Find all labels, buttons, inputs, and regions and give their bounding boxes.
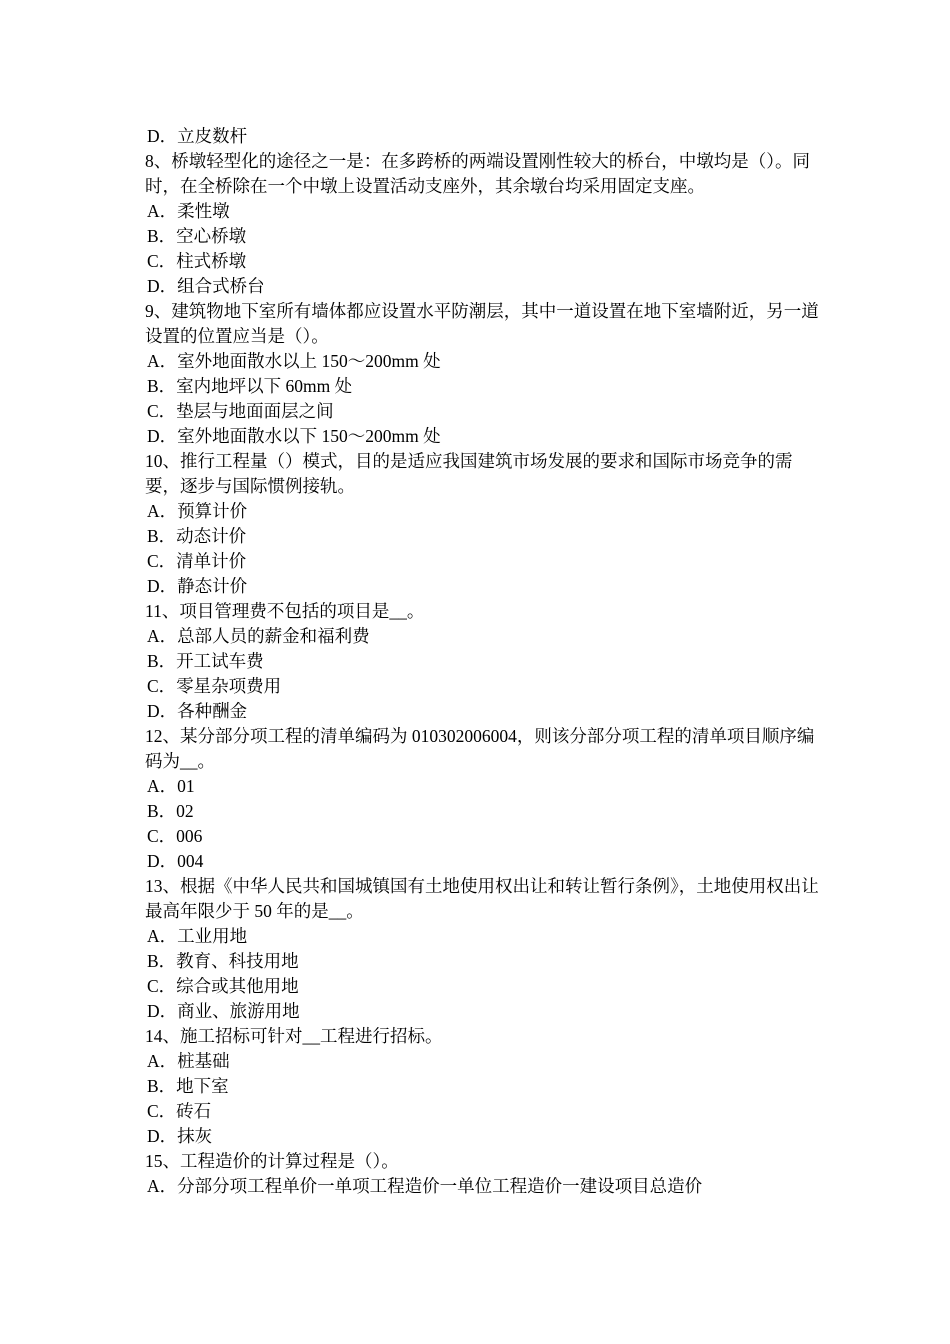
option-line: A．工业用地 [147,926,248,946]
question-stem: 10、推行工程量（）模式，目的是适应我国建筑市场发展的要求和国际市场竞争的需要，逐步与国际惯例接轨。 [145,451,793,496]
option-line: D．抹灰 [147,1126,213,1146]
option-line: A．预算计价 [147,501,248,521]
question-stem: 14、施工招标可针对__工程进行招标。 [145,1026,443,1046]
option-line: B．空心桥墩 [147,226,247,246]
option-line: C．柱式桥墩 [147,251,247,271]
option-line: C．综合或其他用地 [147,976,299,996]
question-list [145,124,825,1199]
option-line: C．零星杂项费用 [147,676,282,696]
option-line: B．动态计价 [147,526,247,546]
option-line: D．静态计价 [147,576,248,596]
option-line: A．柔性墩 [147,201,230,221]
option-line: A．总部人员的薪金和福利费 [147,626,370,646]
option-line: D．004 [147,851,204,871]
question-stem: 15、工程造价的计算过程是（）。 [145,1151,399,1171]
option-line: D．组合式桥台 [147,276,265,296]
option-line: B．室内地坪以下 60mm 处 [147,376,353,396]
option-line: A．分部分项工程单价一单项工程造价一单位工程造价一建设项目总造价 [147,1176,703,1196]
option-line: C．006 [147,826,203,846]
option-line: C．清单计价 [147,551,247,571]
option-line: A．室外地面散水以上 150～200mm 处 [147,351,441,371]
question-stem: 9、建筑物地下室所有墙体都应设置水平防潮层，其中一道设置在地下室墙附近，另一道设置的位置应当是（）。 [145,301,819,346]
option-line: A．桩基础 [147,1051,230,1071]
option-line: B．地下室 [147,1076,229,1096]
option-line: B．开工试车费 [147,651,264,671]
question-stem: 12、某分部分项工程的清单编码为 010302006004，则该分部分项工程的清单项目顺序编码为__。 [145,726,815,771]
option-line: D．室外地面散水以下 150～200mm 处 [147,426,441,446]
option-line: C．垫层与地面面层之间 [147,401,334,421]
question-stem: 8、桥墩轻型化的途径之一是：在多跨桥的两端设置刚性较大的桥台，中墩均是（）。同时，在全桥除在一个中墩上设置活动支座外，其余墩台均采用固定支座。 [145,151,810,196]
question-stem: 13、根据《中华人民共和国城镇国有土地使用权出让和转让暂行条例》，土地使用权出让最高年限少于 50 年的是__。 [145,876,819,921]
option-line: D．各种酬金 [147,701,248,721]
option-line: B．02 [147,801,194,821]
question-stem: 11、项目管理费不包括的项目是__。 [145,601,425,621]
option-line: C．砖石 [147,1101,212,1121]
option-line: B．教育、科技用地 [147,951,299,971]
option-line: D．立皮数杆 [147,126,248,146]
option-line: D．商业、旅游用地 [147,1001,300,1021]
option-line: A．01 [147,776,195,796]
